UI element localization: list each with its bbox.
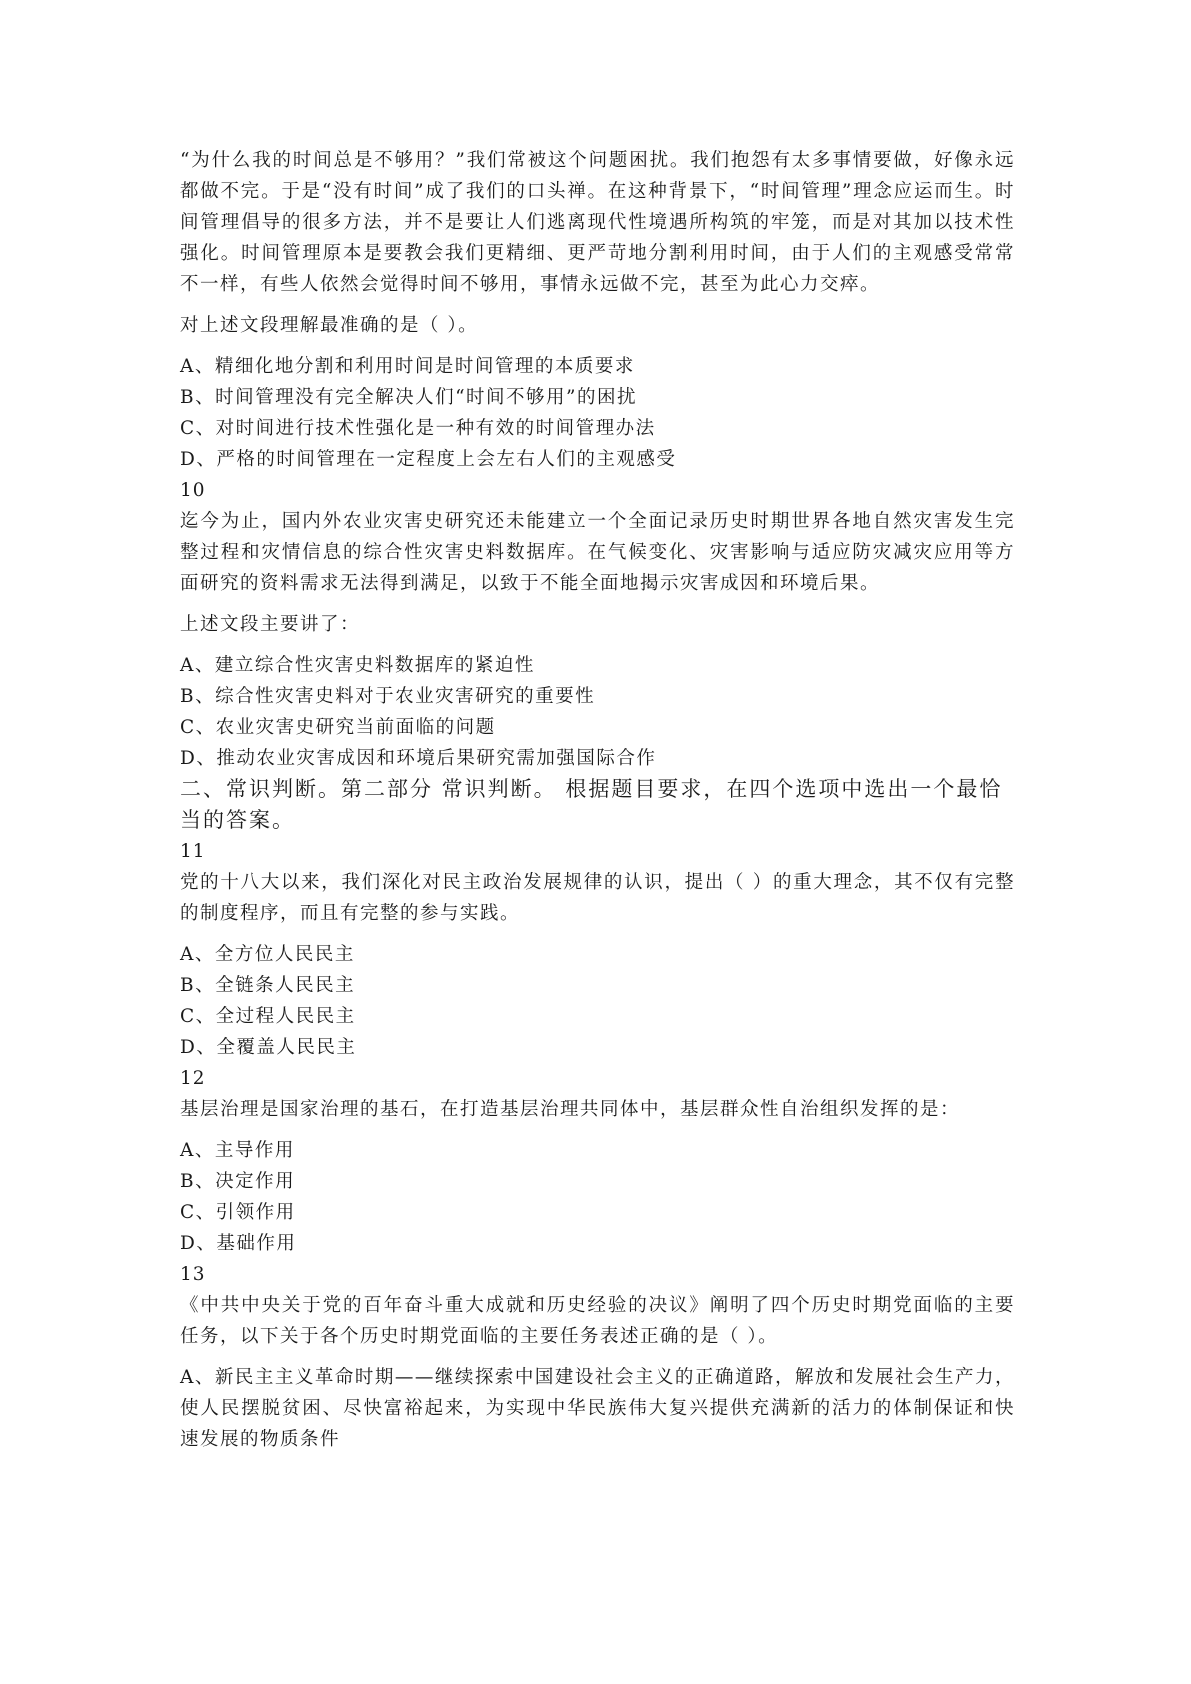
document-page	[180, 145, 1015, 1455]
q11-question: 党的十八大以来，我们深化对民主政治发展规律的认识，提出（ ）的重大理念，其不仅有完整的制度程序，而且有完整的参与实践。	[180, 872, 1015, 924]
q12-option-b: B、决定作用	[180, 1171, 296, 1192]
q13-option-a: A、新民主主义革命时期——继续探索中国建设社会主义的正确道路，解放和发展社会生产力，使人民摆脱贫困、尽快富裕起来，为实现中华民族伟大复兴提供充满新的活力的体制保证和快速发展的物质条件	[180, 1367, 1015, 1450]
q9-option-c: C、对时间进行技术性强化是一种有效的时间管理办法	[180, 418, 656, 439]
q9-question: 对上述文段理解最准确的是（ ）。	[180, 315, 479, 336]
q11-option-a: A、全方位人民民主	[180, 944, 355, 965]
q9-option-d: D、严格的时间管理在一定程度上会左右人们的主观感受	[180, 449, 677, 470]
q11-option-b: B、全链条人民民主	[180, 975, 356, 996]
q10-option-d: D、推动农业灾害成因和环境后果研究需加强国际合作	[180, 748, 657, 769]
q9-passage: “为什么我的时间总是不够用？”我们常被这个问题困扰。我们抱怨有太多事情要做，好像永远都做不完。于是“没有时间”成了我们的口头禅。在这种背景下，“时间管理”理念应运而生。时间管理倡导的很多方法，并不是要让人们逃离现代性境遇所构筑的牢笼，而是对其加以技术性强化。时间管理原本是要教会我们更精细、更严苛地分割利用时间，由于人们的主观感受常常不一样，有些人依然会觉得时间不够用，事情永远做不完，甚至为此心力交瘁。	[180, 150, 1015, 295]
q10-option-c: C、农业灾害史研究当前面临的问题	[180, 717, 496, 738]
q12-option-a: A、主导作用	[180, 1140, 295, 1161]
q13-question: 《中共中央关于党的百年奋斗重大成就和历史经验的决议》阐明了四个历史时期党面临的主要任务，以下关于各个历史时期党面临的主要任务表述正确的是（ ）。	[180, 1295, 1015, 1347]
q13-number: 13	[180, 1264, 206, 1285]
q11-option-c: C、全过程人民民主	[180, 1006, 356, 1027]
q12-number: 12	[180, 1068, 206, 1089]
q12-option-c: C、引领作用	[180, 1202, 296, 1223]
q10-question: 上述文段主要讲了：	[180, 614, 361, 635]
q12-question: 基层治理是国家治理的基石，在打造基层治理共同体中，基层群众性自治组织发挥的是：	[180, 1099, 961, 1120]
q9-option-a: A、精细化地分割和利用时间是时间管理的本质要求	[180, 356, 635, 377]
q12-option-d: D、基础作用	[180, 1233, 297, 1254]
q11-option-d: D、全覆盖人民民主	[180, 1037, 357, 1058]
q10-option-b: B、综合性灾害史料对于农业灾害研究的重要性	[180, 686, 596, 707]
q10-passage: 迄今为止，国内外农业灾害史研究还未能建立一个全面记录历史时期世界各地自然灾害发生完整过程和灾情信息的综合性灾害史料数据库。在气候变化、灾害影响与适应防灾减灾应用等方面研究的资料需求无法得到满足，以致于不能全面地揭示灾害成因和环境后果。	[180, 511, 1015, 594]
section-heading: 二、常识判断。第二部分 常识判断。 根据题目要求，在四个选项中选出一个最恰当的答案。	[180, 777, 1003, 832]
q11-number: 11	[180, 841, 206, 862]
q10-number: 10	[180, 480, 206, 501]
q10-option-a: A、建立综合性灾害史料数据库的紧迫性	[180, 655, 535, 676]
q9-option-b: B、时间管理没有完全解决人们“时间不够用”的困扰	[180, 387, 638, 408]
